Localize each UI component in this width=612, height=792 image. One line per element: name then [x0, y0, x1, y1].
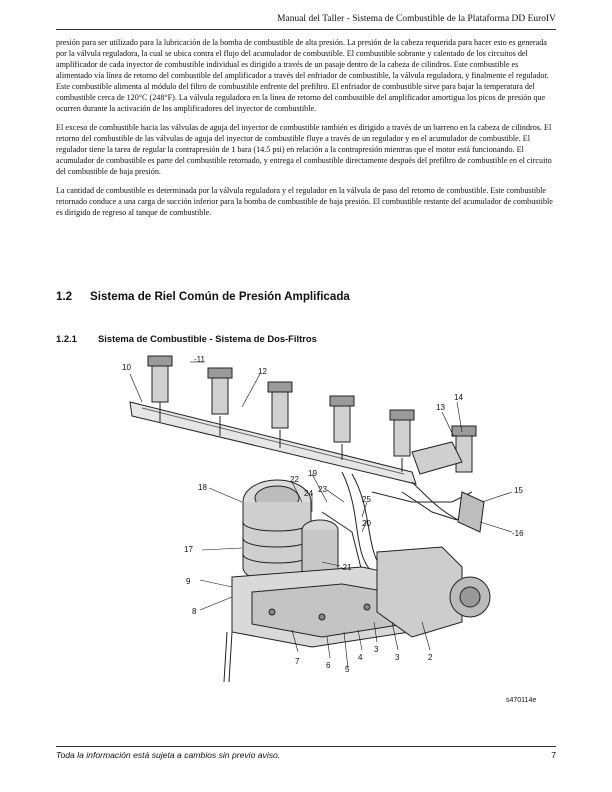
- callout-label: -21: [340, 563, 352, 572]
- callout-label: -16: [512, 529, 524, 538]
- body-text: [56, 37, 556, 226]
- subsection-title: Sistema de Combustible - Sistema de Dos-Filtros: [98, 333, 317, 344]
- callout-label: 14: [454, 393, 463, 402]
- callout-label: 19: [308, 469, 317, 478]
- section-title: Sistema de Riel Común de Presión Amplificada: [90, 290, 350, 303]
- callout-label: -11: [194, 355, 205, 364]
- callout-label: 18: [198, 483, 207, 492]
- callout-label: 23: [318, 485, 327, 494]
- callout-label: 3: [374, 645, 379, 654]
- callout-label: 2: [428, 653, 433, 662]
- callout-label: 25: [362, 495, 371, 504]
- callout-label: 5: [345, 665, 350, 674]
- callout-label: 15: [514, 486, 523, 495]
- header-divider: [56, 29, 556, 30]
- callout-label: 17: [184, 545, 193, 554]
- paragraph: presión para ser utilizado para la lubricación de la bomba de combustible de alta presión. La presión de la cabeza requerida para hacer esto es generada por la válvula reguladora, la cual se ubica contra el flujo del acumulador de combustible. El combustible sobrante y calentado de los circuitos del amplificador de cada inyector de combustible individual es dirigido a través de un pasaje dentro de la cabeza de cilindros. Este combustible es alimentado vía línea de retorno del combustible del amplificador a través del enfriador de combustible, la válvula reguladora, y finalmente el regulador. Este combustible alimenta al módulo del filtro de combustible enfrente del prefiltro. El enfriador de combustible sirve para bajar la temperatura del combustible cerca de 120°C (248°F). La válvula reguladora en la línea de retorno del combustible del amplificador amortigua los picos de presión que ocurren durante la activación de los amplificadores del inyector de combustible.: [56, 38, 549, 113]
- callout-label: 8: [192, 607, 197, 616]
- section-heading: [56, 290, 350, 303]
- paragraph: El exceso de combustible hacia las válvulas de aguja del inyector de combustible también es dirigido a través de un barreno en la cabeza de cilindros. El retorno del combustible de las válvulas de aguja del inyector de combustible fluye a través de un regulador y en el acumulador de combustible. El regulador tiene la tarea de regular la contrapresión de 1 bara (14.5 psi) en relación a la contrapresión mientras que el motor está funcionando. El acumulador de combustible es parte del combustible retornado, y entrega el combustible directamente después del prefiltro de combustible en el circuito del combustible de baja presión.: [56, 123, 552, 176]
- page-number: 7: [551, 750, 556, 760]
- footer-divider: [56, 746, 556, 747]
- callout-label: 7: [295, 657, 300, 666]
- callout-label: 20: [362, 519, 371, 528]
- callout-label: 12: [258, 367, 267, 376]
- callout-label: 24: [304, 489, 313, 498]
- page-header: Manual del Taller - Sistema de Combustible de la Plataforma DD EuroIV: [277, 14, 556, 24]
- page-footer: [56, 750, 556, 760]
- footer-note: Toda la información está sujeta a cambios sin previo aviso.: [56, 750, 281, 760]
- paragraph: La cantidad de combustible es determinada por la válvula reguladora y el regulador en la válvula de paso del retorno de combustible. Este combustible retornado conduce a una carga de succión inferior para la bomba de combustible de baja presión. El combustible restante del acumulador de combustible es dirigido de regreso al tanque de combustible.: [56, 186, 553, 217]
- callout-label: 10: [122, 363, 131, 372]
- section-number: 1.2: [56, 290, 73, 303]
- subsection-number: 1.2.1: [56, 333, 77, 344]
- callout-label: 9: [186, 577, 191, 586]
- fuel-system-illustration: [112, 352, 552, 714]
- fuel-system-diagram: [112, 352, 552, 714]
- figure-code: s470114e: [506, 697, 537, 704]
- callout-label: 22: [290, 475, 299, 484]
- subsection-heading: [56, 333, 317, 344]
- callout-label: 3: [395, 653, 400, 662]
- callout-label: 4: [358, 653, 363, 662]
- callout-label: 13: [436, 403, 445, 412]
- callout-label: 6: [326, 661, 331, 670]
